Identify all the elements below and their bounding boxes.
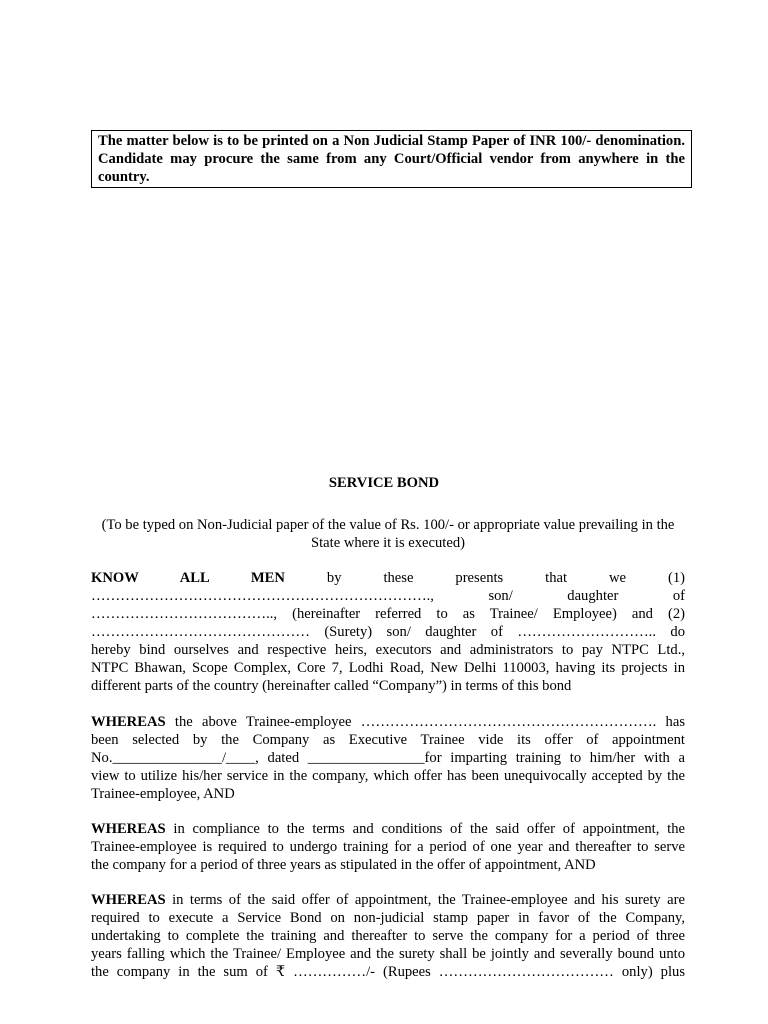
paragraph-line: undertaking to complete the training and thereafter to serve the company for a period of three — [91, 928, 685, 944]
paragraph-line — [91, 713, 685, 731]
paragraph-line-text: in compliance to the terms and conditions of the said offer of appointment, the — [173, 821, 685, 837]
paragraph-line: NTPC Bhawan, Scope Complex, Core 7, Lodhi Road, New Delhi 110003, having its projects in — [91, 660, 685, 676]
paragraph-lead: WHEREAS — [91, 892, 166, 908]
paragraph-line: Trainee-employee is required to undergo training for a period of one year and thereafter to serve — [91, 839, 685, 855]
paragraph-whereas-service-bond — [91, 891, 685, 981]
paragraph-lead: WHEREAS — [91, 821, 166, 837]
notice-text: The matter below is to be printed on a Non Judicial Stamp Paper of INR 100/- denomination. Candidate may procure the same from any Court/Official vendor from anywhere in the country. — [98, 133, 685, 185]
paragraph-lead: KNOW ALL MEN — [91, 570, 285, 586]
paragraph-line: hereby bind ourselves and respective heirs, executors and administrators to pay NTPC Ltd., — [91, 642, 685, 658]
stamp-paper-notice — [91, 130, 692, 188]
document-title: SERVICE BOND — [328, 475, 440, 491]
paragraph-line-text: the above Trainee-employee ……………………………………………………. has — [174, 714, 685, 730]
paragraph-line — [91, 569, 685, 587]
paragraph-whereas-selection — [91, 713, 685, 803]
paragraph-line-text: by these presents that we (1) — [326, 570, 686, 586]
paragraph-line — [91, 891, 685, 909]
paragraph-line: required to execute a Service Bond on non-judicial stamp paper in favor of the Company, — [91, 910, 685, 926]
paragraph-line: ……………………………….., (hereinafter referred to as Trainee/ Employee) and (2) — [91, 606, 685, 622]
paragraph-line — [91, 820, 685, 838]
paragraph-line: the company in the sum of ₹ ……………/- (Rupees ……………………………… only) plus — [91, 964, 685, 980]
paragraph-line-text: in terms of the said offer of appointment, the Trainee-employee and his surety are — [172, 892, 685, 908]
paragraph-line: ……………………………………… (Surety) son/ daughter of ……………………….. do — [91, 624, 685, 640]
paragraph-line: years falling which the Trainee/ Employee and the surety shall be jointly and severally bound unto — [91, 946, 685, 962]
document-subtitle: (To be typed on Non-Judicial paper of the value of Rs. 100/- or appropriate value prevailing in the State where it is executed) — [101, 517, 675, 551]
paragraph-lead: WHEREAS — [91, 714, 166, 730]
paragraph-line: the company for a period of three years as stipulated in the offer of appointment, AND — [91, 857, 596, 873]
paragraph-line: been selected by the Company as Executive Trainee vide its offer of appointment — [91, 732, 685, 748]
paragraph-whereas-compliance — [91, 820, 685, 874]
paragraph-line: Trainee-employee, AND — [91, 786, 235, 802]
paragraph-line: ……………………………………………………………., son/ daughter of — [91, 588, 685, 604]
paragraph-line: No._______________/____, dated ________________for imparting training to him/her with a — [91, 750, 685, 766]
paragraph-line: view to utilize his/her service in the company, which offer has been unequivocally accepted by the — [91, 768, 685, 784]
paragraph-know-all-men — [91, 569, 685, 695]
paragraph-line: different parts of the country (hereinafter called “Company”) in terms of this bond — [91, 678, 572, 694]
